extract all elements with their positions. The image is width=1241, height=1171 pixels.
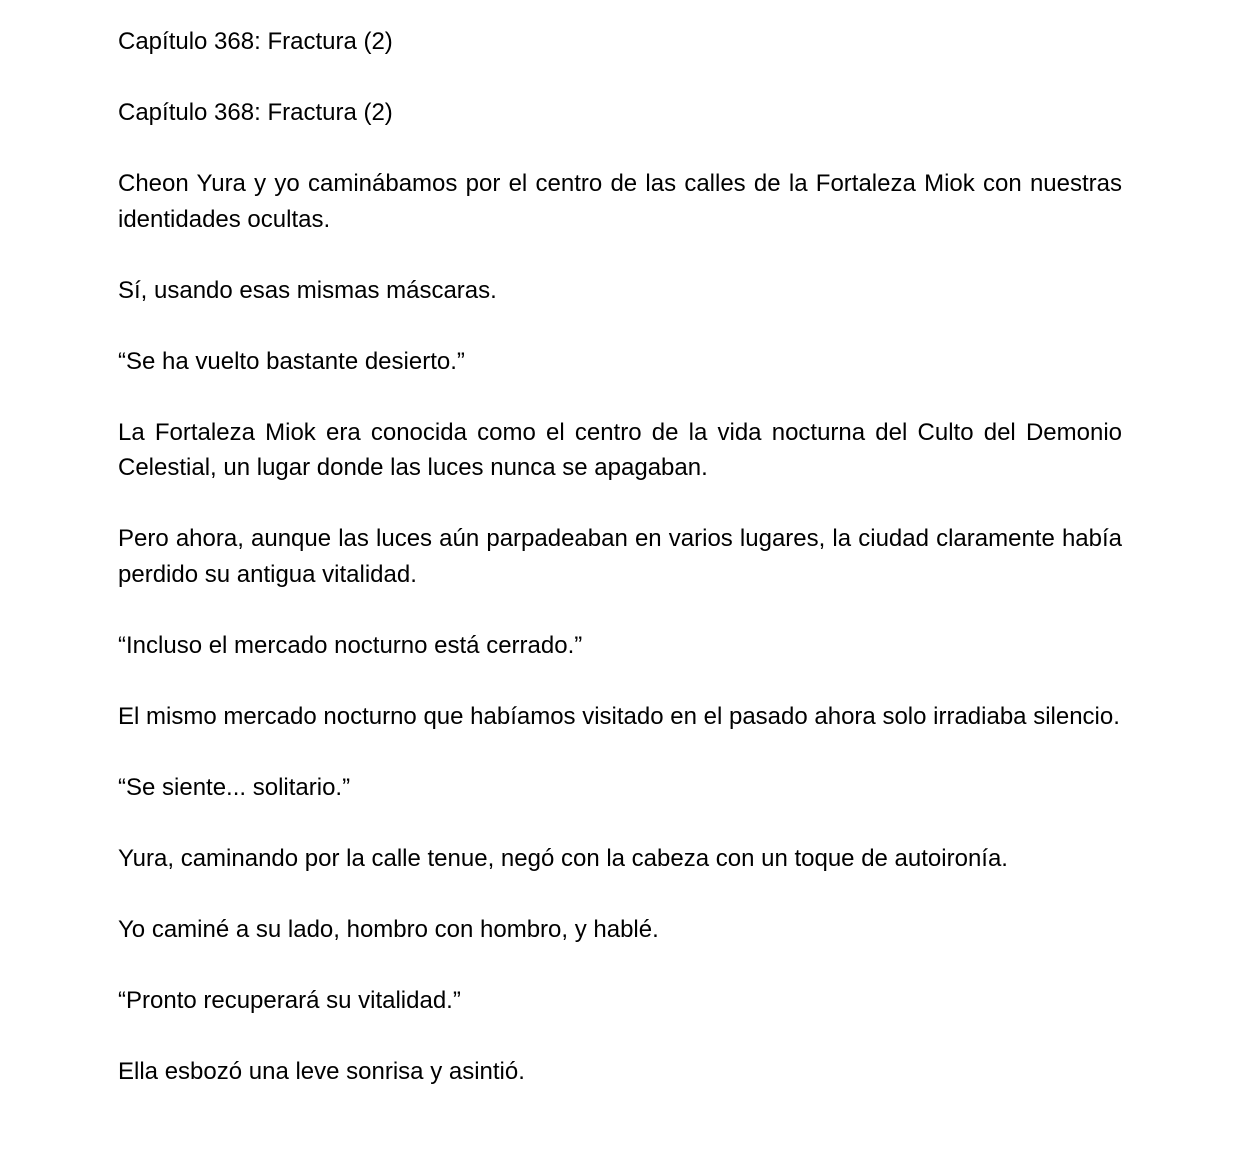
dialogue-line: “Incluso el mercado nocturno está cerrado.” — [118, 631, 583, 659]
paragraph: Ella esbozó una leve sonrisa y asintió. — [118, 1057, 525, 1085]
document-page — [118, 24, 1122, 1089]
paragraph: Sí, usando esas mismas máscaras. — [118, 276, 497, 304]
paragraph: Cheon Yura y yo caminábamos por el centro de las calles de la Fortaleza Miok con nuestras identidades ocultas. — [118, 170, 1122, 233]
chapter-heading-repeat: Capítulo 368: Fractura (2) — [118, 99, 393, 126]
dialogue-line: “Se ha vuelto bastante desierto.” — [118, 347, 465, 375]
paragraph: Pero ahora, aunque las luces aún parpadeaban en varios lugares, la ciudad claramente había perdido su antigua vitalidad. — [118, 525, 1122, 588]
chapter-heading: Capítulo 368: Fractura (2) — [118, 28, 393, 55]
dialogue-line: “Se siente... solitario.” — [118, 773, 351, 801]
paragraph: El mismo mercado nocturno que habíamos visitado en el pasado ahora solo irradiaba silencio. — [118, 702, 1120, 730]
paragraph: Yo caminé a su lado, hombro con hombro, y hablé. — [118, 915, 659, 943]
paragraph: La Fortaleza Miok era conocida como el centro de la vida nocturna del Culto del Demonio Celestial, un lugar donde las luces nunca se apagaban. — [118, 418, 1122, 481]
paragraph: Yura, caminando por la calle tenue, negó con la cabeza con un toque de autoironía. — [118, 844, 1008, 872]
dialogue-line: “Pronto recuperará su vitalidad.” — [118, 986, 461, 1014]
